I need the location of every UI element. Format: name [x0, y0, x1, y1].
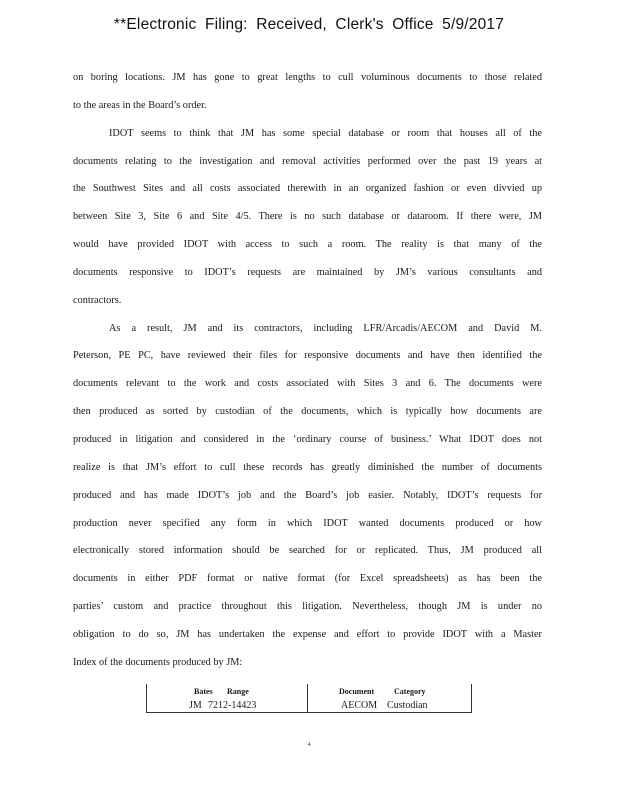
text-line: documents relevant to the work and costs associated with Sites 3 and 6. The documents were — [73, 378, 542, 390]
text-line: produced and has made IDOT’s job and the Board’s job easier. Notably, IDOT’s requests for — [73, 489, 542, 501]
text-line: then produced as sorted by custodian of the documents, which is typically how documents are — [73, 406, 542, 418]
text-line: documents in either PDF format or native format (for Excel spreadsheets) as has been the — [73, 573, 542, 585]
text-line: the Southwest Sites and all costs associated therewith in an organized fashion or even divvied up — [73, 183, 542, 195]
text-line: between Site 3, Site 6 and Site 4/5. There is no such database or dataroom. If there were, JM — [73, 211, 542, 223]
text-line: contractors. — [73, 294, 122, 306]
table-header-document: Document — [339, 687, 375, 696]
text-line: electronically stored information should be searched for or replicated. Thus, JM produced all — [73, 545, 542, 557]
table-header-category: Category — [394, 687, 426, 696]
text-line: production never specified any form in which IDOT wanted documents produced or how — [73, 517, 542, 529]
text-line: Index of the documents produced by JM: — [73, 656, 243, 668]
table-cell-prefix: JM — [189, 700, 202, 711]
text-line: on boring locations. JM has gone to great lengths to cull voluminous documents to those related — [73, 72, 542, 83]
text-line: to the areas in the Board’s order. — [73, 99, 207, 111]
table-cell-range: 7212-14423 — [208, 700, 257, 711]
table-header-range: Range — [227, 687, 249, 696]
table-column-divider — [307, 684, 308, 712]
text-line: Peterson, PE PC, have reviewed their files for responsive documents and have then identified the — [73, 350, 542, 362]
table-cell-document: AECOM — [341, 700, 378, 711]
text-line: produced in litigation and considered in the ‘ordinary course of business.’ What IDOT does not — [73, 433, 542, 445]
text-line: As a result, JM and its contractors, including LFR/Arcadis/AECOM and David M. — [109, 322, 542, 334]
text-line: documents relating to the investigation and removal activities performed over the past 19 years at — [73, 155, 542, 167]
text-line: parties’ custom and practice throughout this litigation. Nevertheless, though JM is under no — [73, 601, 542, 613]
master-index-table — [146, 684, 472, 713]
table-header-bates: Bates — [194, 687, 213, 696]
text-line: realize is that JM’s effort to cull these records has greatly diminished the number of documents — [73, 461, 542, 473]
page-number: 4 — [307, 742, 311, 748]
text-line: would have provided IDOT with access to such a room. The reality is that many of the — [73, 239, 542, 251]
body-text — [73, 69, 542, 682]
text-line: documents responsive to IDOT’s requests are maintained by JM’s various consultants and — [73, 266, 542, 278]
text-line: IDOT seems to think that JM has some special database or room that houses all of the — [109, 127, 542, 139]
text-line: obligation to do so, JM has undertaken the expense and effort to provide IDOT with a Master — [73, 628, 542, 640]
filing-stamp-header: **Electronic Filing: Received, Clerk's Office 5/9/2017 — [113, 16, 505, 33]
table-cell-category: Custodian — [387, 700, 428, 711]
